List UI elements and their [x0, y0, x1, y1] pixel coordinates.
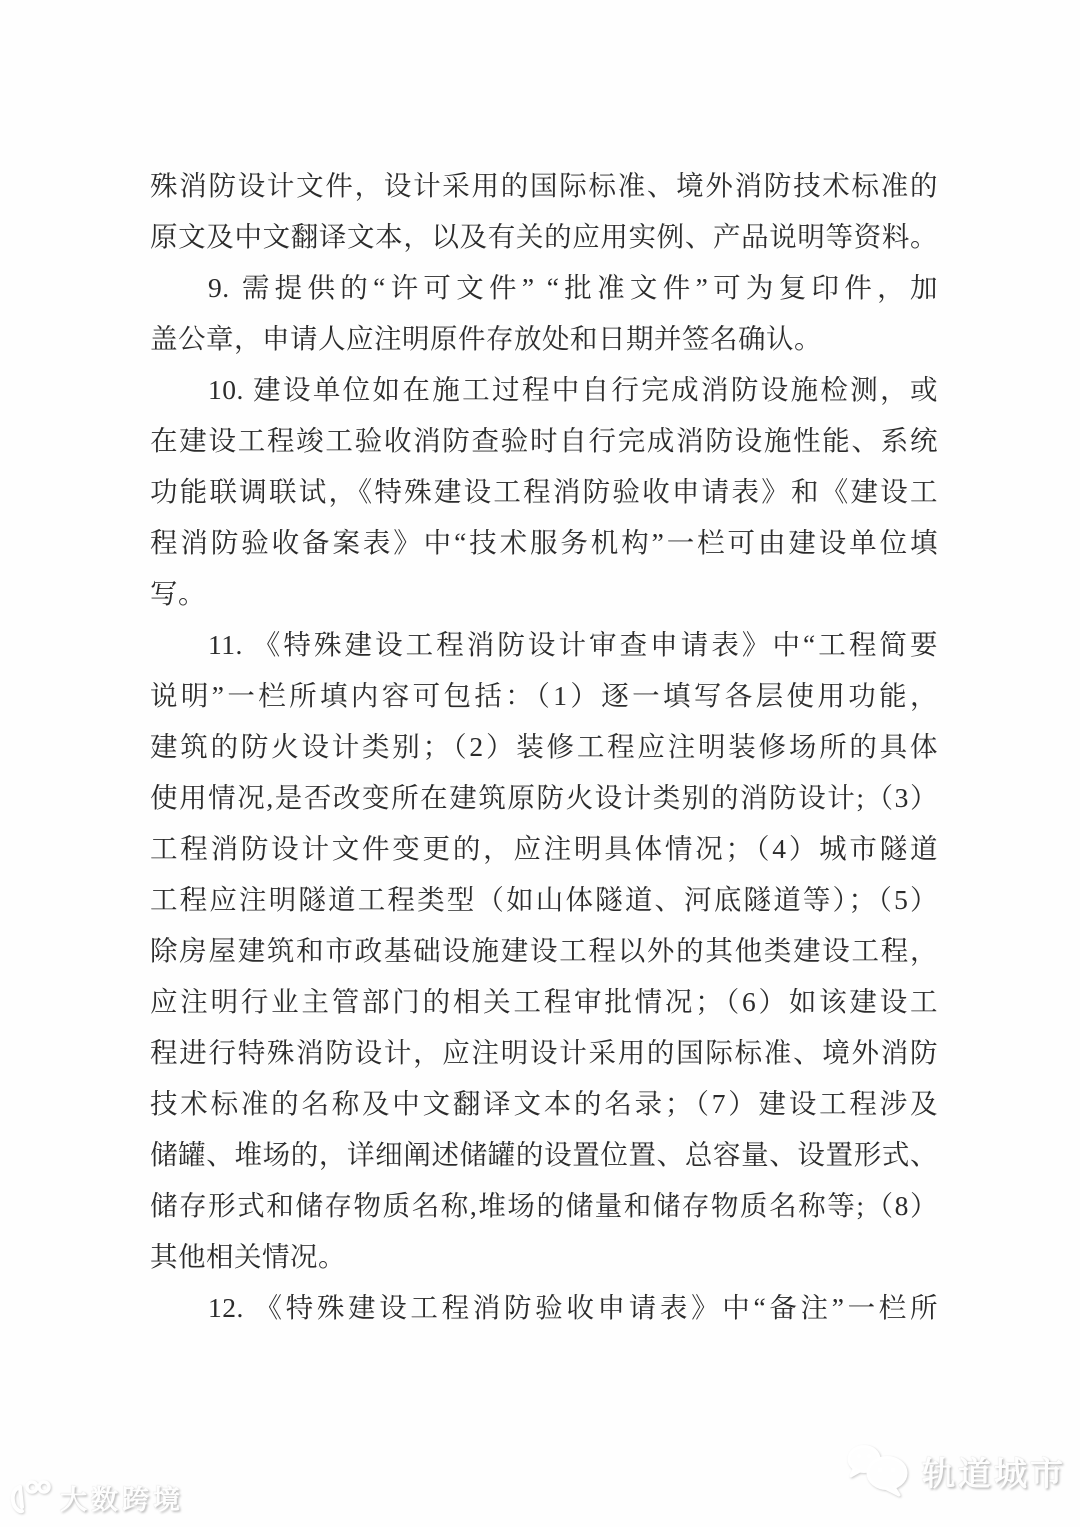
text-line: 说明”一栏所填内容可包括：（1）逐一填写各层使用功能，: [150, 680, 938, 711]
text-line: 应注明行业主管部门的相关工程审批情况；（6）如该建设工: [150, 986, 938, 1017]
text-line: 盖公章，申请人应注明原件存放处和日期并签名确认。: [150, 323, 822, 354]
watermark-dashu-kuajing: [8, 1477, 184, 1517]
text-line: 工程应注明隧道工程类型（如山体隧道、河底隧道等）；（5）: [150, 884, 938, 915]
text-line: 使用情况,是否改变所在建筑原防火设计类别的消防设计;（3）: [150, 782, 938, 813]
text-line: 程进行特殊消防设计，应注明设计采用的国际标准、境外消防: [150, 1037, 938, 1068]
text-line: 在建设工程竣工验收消防查验时自行完成消防设施性能、系统: [150, 425, 938, 456]
text-line: 技术标准的名称及中文翻译文本的名录；（7）建设工程涉及: [150, 1088, 938, 1119]
hundred-logo-icon: [8, 1477, 52, 1517]
text-line: 储存形式和储存物质名称,堆场的储量和储存物质名称等;（8）: [150, 1190, 938, 1221]
text-line: 除房屋建筑和市政基础设施建设工程以外的其他类建设工程，: [150, 935, 938, 966]
text-line: 11. 《特殊建设工程消防设计审查申请表》中“工程简要: [208, 629, 938, 660]
text-line: 原文及中文翻译文本，以及有关的应用实例、产品说明等资料。: [150, 221, 938, 252]
text-line: 建筑的防火设计类别；（2）装修工程应注明装修场所的具体: [150, 731, 938, 762]
text-line: 储罐、堆场的，详细阐述储罐的设置位置、总容量、设置形式、: [150, 1139, 938, 1170]
text-line: 功能联调联试，《特殊建设工程消防验收申请表》和《建设工: [150, 476, 938, 507]
text-line: 10. 建设单位如在施工过程中自行完成消防设施检测，或: [208, 374, 938, 405]
text-line: 工程消防设计文件变更的，应注明具体情况；（4）城市隧道: [150, 833, 938, 864]
text-line: 其他相关情况。: [150, 1241, 346, 1272]
guidao-chengshi-label: 轨道城市: [922, 1454, 1066, 1492]
document-text: [150, 160, 938, 1333]
dashu-kuajing-label: 大数跨境: [60, 1484, 184, 1515]
text-line: 9. 需提供的“许可文件” “批准文件”可为复印件，加: [208, 272, 938, 303]
text-line: 殊消防设计文件，设计采用的国际标准、境外消防技术标准的: [150, 170, 938, 201]
watermark-guidao-chengshi: [844, 1443, 1066, 1499]
text-line: 12. 《特殊建设工程消防验收申请表》中“备注”一栏所: [208, 1292, 938, 1323]
text-line: 写。: [150, 578, 206, 609]
text-line: 程消防验收备案表》中“技术服务机构”一栏可由建设单位填: [150, 527, 938, 558]
wechat-icon: [844, 1443, 914, 1499]
